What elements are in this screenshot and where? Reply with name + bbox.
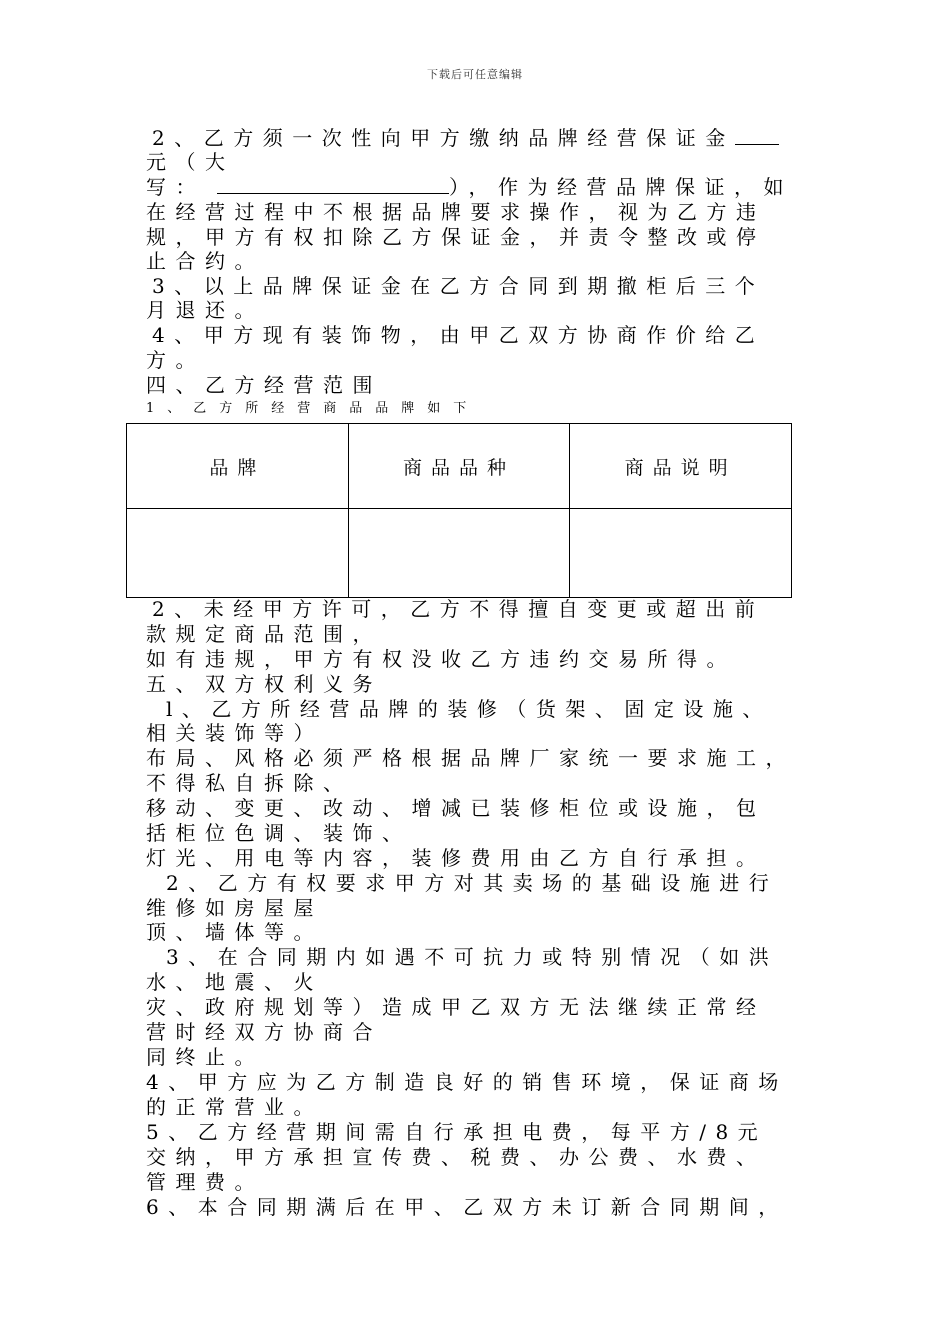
clause-line: 写： ），作为经营品牌保证，如 [146,175,793,199]
section-heading: 五、双方权利义务 [146,672,382,696]
clause-line: 3、以上品牌保证金在乙方合同到期撤柜后三个 [152,274,765,298]
brand-table [126,423,792,598]
clause-line: 不得私自拆除、 [146,771,353,795]
uppercase-amount-blank [217,175,449,194]
clause-line: 交纳，甲方承担宣传费、税费、办公费、水费、 [146,1145,766,1169]
clause-line: 款规定商品范围， [146,622,382,646]
clause-line: 维修如房屋屋 [146,896,323,920]
clause-line: 如有违规，甲方有权没收乙方违约交易所得。 [146,647,736,671]
page-header: 下载后可任意编辑 [427,68,523,81]
clause-line: 5、乙方经营期间需自行承担电费，每平方/8元 [146,1120,768,1144]
clause-line: 移动、变更、改动、增减已装修柜位或设施，包 [146,796,766,820]
table-header-cell: 商品品种 [348,424,570,509]
clause-line: 6、本合同期满后在甲、乙双方未订新合同期间， [146,1195,788,1219]
clause-line: 灾、政府规划等）造成甲乙双方无法继续正常经 [146,995,766,1019]
amount-blank [735,126,779,145]
clause-line: 月退还。 [146,298,264,322]
clause-line: 括柜位色调、装饰、 [146,821,412,845]
table-header-cell: 品牌 [127,424,349,509]
section-heading: 四、乙方经营范围 [146,373,382,397]
clause-line: 方。 [146,348,205,372]
clause-line: 顶、墙体等。 [146,920,323,944]
clause-line: 止合约。 [146,249,264,273]
clause-line: 营时经双方协商合 [146,1020,382,1044]
clause-line: 2、乙方须一次性向甲方缴纳品牌经营保证金 [152,126,779,150]
clause-line: 规，甲方有权扣除乙方保证金，并责令整改或停 [146,225,766,249]
clause-line: 水、地震、火 [146,970,323,994]
clause-line: 灯光、用电等内容，装修费用由乙方自行承担。 [146,846,766,870]
clause-line: 在经营过程中不根据品牌要求操作，视为乙方违 [146,200,766,224]
table-row [127,509,792,598]
clause-line: 布局、风格必须严格根据品牌厂家统一要求施工， [146,746,795,770]
table-cell [348,509,570,598]
clause-line: l、乙方所经营品牌的装修（货架、固定设施、 [166,697,772,721]
table-cell [570,509,792,598]
table-header-row [127,424,792,509]
clause-line: 2、乙方有权要求甲方对其卖场的基础设施进行 [166,871,779,895]
clause-line: 管理费。 [146,1170,264,1194]
clause-line: 1、乙方所经营商品品牌如下 [146,401,480,416]
clause-line: 的正常营业。 [146,1095,323,1119]
clause-line: 同终止。 [146,1045,264,1069]
table-cell [127,509,349,598]
table-header-cell: 商品说明 [570,424,792,509]
clause-line: 元（大 [146,150,235,174]
clause-line: 相关装饰等） [146,721,323,745]
clause-line: 3、在合同期内如遇不可抗力或特别情况（如洪 [166,945,779,969]
clause-line: 4、甲方应为乙方制造良好的销售环境，保证商场 [146,1070,788,1094]
clause-line: 2、未经甲方许可，乙方不得擅自变更或超出前 [152,597,765,621]
clause-line: 4、甲方现有装饰物，由甲乙双方协商作价给乙 [152,323,765,347]
